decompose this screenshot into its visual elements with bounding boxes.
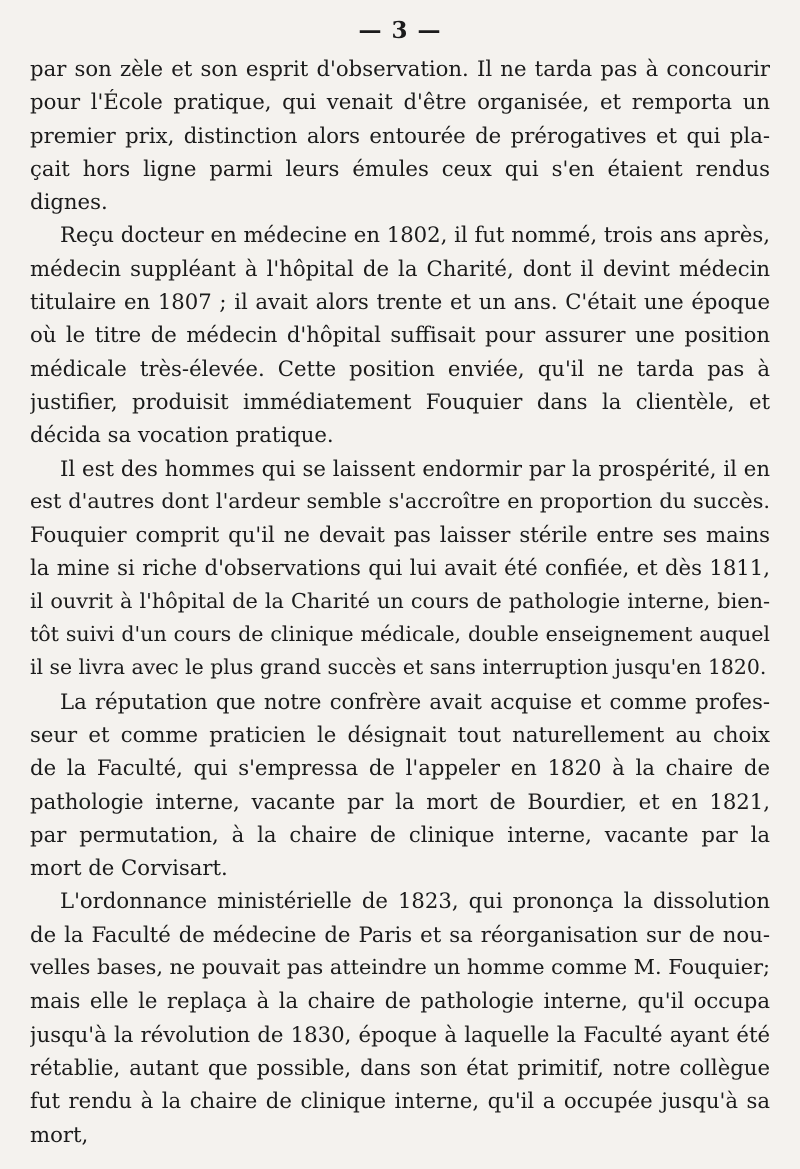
text-line: décida sa vocation pratique.: [30, 422, 334, 448]
text-line: médicale très-élevée. Cette position enviée, qu'il ne tarda pas à: [30, 355, 770, 381]
text-line: jusqu'à la révolution de 1830, époque à laquelle la Faculté ayant été: [30, 1021, 770, 1047]
text-line: Reçu docteur en médecine en 1802, il fut nommé, trois ans après,: [60, 222, 770, 248]
paragraph: [30, 452, 770, 685]
text-line: mort,: [30, 1121, 89, 1147]
text-line: il se livra avec le plus grand succès et sans interruption jusqu'en 1820.: [30, 655, 767, 680]
text-line: dignes.: [30, 189, 108, 215]
text-line: seur et comme praticien le désignait tout naturellement au choix: [30, 721, 770, 747]
text-line: il ouvrit à l'hôpital de la Charité un cours de pathologie interne, bien-: [30, 588, 770, 613]
text-line: rétablie, autant que possible, dans son état primitif, notre collègue: [30, 1054, 770, 1080]
text-line: par son zèle et son esprit d'observation. Il ne tarda pas à concourir: [30, 56, 770, 81]
text-line: par permutation, à la chaire de clinique interne, vacante par la: [30, 821, 770, 847]
text-line: mort de Corvisart.: [30, 855, 228, 881]
text-line: çait hors ligne parmi leurs émules ceux qui s'en étaient rendus: [30, 155, 770, 181]
text-line: La réputation que notre confrère avait acquise et comme profes-: [60, 688, 770, 714]
text-line: tôt suivi d'un cours de clinique médicale, double enseignement auquel: [30, 622, 770, 647]
text-line: premier prix, distinction alors entourée de prérogatives et qui pla-: [30, 122, 770, 148]
text-line: la mine si riche d'observations qui lui avait été confiée, et dès 1811,: [30, 555, 770, 581]
text-line: pour l'École pratique, qui venait d'être organisée, et remporta un: [30, 89, 770, 115]
text-line: titulaire en 1807 ; il avait alors trente et un ans. C'était une époque: [30, 289, 770, 315]
paragraph: [30, 218, 770, 451]
text-line: médecin suppléant à l'hôpital de la Charité, dont il devint médecin: [30, 255, 770, 281]
text-line: où le titre de médecin d'hôpital suffisait pour assurer une position: [30, 322, 770, 348]
text-line: velles bases, ne pouvait pas atteindre un homme comme M. Fouquier;: [30, 955, 770, 980]
text-line: de la Faculté, qui s'empressa de l'appeler en 1820 à la chaire de: [30, 755, 770, 781]
text-line: mais elle le replaça à la chaire de pathologie interne, qu'il occupa: [30, 988, 770, 1014]
document-page: [30, 14, 770, 1151]
paragraph: [30, 884, 770, 1150]
text-line: justifier, produisit immédiatement Fouquier dans la clientèle, et: [30, 388, 770, 414]
text-line: est d'autres dont l'ardeur semble s'accroître en proportion du succès.: [30, 488, 770, 513]
text-line: Fouquier comprit qu'il ne devait pas laisser stérile entre ses mains: [30, 522, 770, 548]
text-line: Il est des hommes qui se laissent endormir par la prospérité, il en: [60, 455, 770, 481]
body-text: [30, 52, 770, 1151]
page-number: — 3 —: [358, 17, 442, 44]
paragraph: [30, 685, 770, 885]
paragraph: [30, 52, 770, 218]
text-line: fut rendu à la chaire de clinique interne, qu'il a occupée jusqu'à sa: [30, 1088, 770, 1114]
text-line: L'ordonnance ministérielle de 1823, qui prononça la dissolution: [60, 888, 770, 914]
text-line: pathologie interne, vacante par la mort de Bourdier, et en 1821,: [30, 788, 770, 814]
text-line: de la Faculté de médecine de Paris et sa réorganisation sur de nou-: [30, 921, 770, 947]
